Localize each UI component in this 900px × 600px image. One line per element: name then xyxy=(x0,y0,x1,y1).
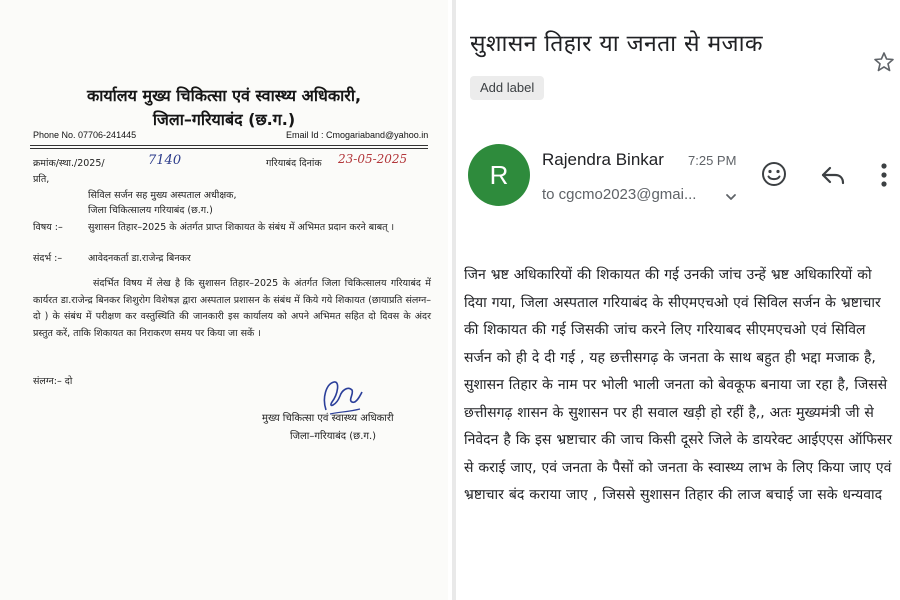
email-view xyxy=(456,0,900,600)
letter-subject-label: विषय :– xyxy=(33,222,63,233)
letter-to-label: प्रति, xyxy=(33,174,50,185)
letter-ref-label: क्रमांक/स्था./2025/ xyxy=(33,158,105,169)
recipient-line[interactable]: to cgcmo2023@gmai... xyxy=(542,186,697,203)
avatar[interactable]: R xyxy=(468,144,530,206)
letter-subject: सुशासन तिहार–2025 के अंतर्गत प्राप्त शिकायत के संबंध में अभिमत प्रदान करने बाबत् । xyxy=(88,222,395,233)
chevron-down-icon[interactable] xyxy=(724,190,738,204)
letter-rule xyxy=(30,148,428,149)
letter-reference: आवेदनकर्ता डा.राजेन्द्र बिनकर xyxy=(88,253,191,264)
letter-sign-place: जिला–गरियाबंद (छ.ग.) xyxy=(290,431,377,442)
letter-enclosure: संलग्न:– दो xyxy=(33,376,73,387)
letter-phone: Phone No. 07706-241445 xyxy=(33,130,137,140)
sender-name[interactable]: Rajendra Binkar xyxy=(542,150,664,169)
letter-sign-title: मुख्य चिकित्सा एवं स्वास्थ्य अधिकारी xyxy=(262,413,394,424)
letter-ref-number: 7140 xyxy=(148,153,182,168)
add-label-button[interactable]: Add label xyxy=(470,76,544,100)
email-subject: सुशासन तिहार या जनता से मजाक xyxy=(470,31,763,57)
letter-office-title: कार्यालय मुख्य चिकित्सा एवं स्वास्थ्य अधिकारी, xyxy=(86,86,362,105)
star-icon[interactable] xyxy=(872,50,896,74)
reply-icon[interactable] xyxy=(820,164,846,186)
letter-recipient-line1: सिविल सर्जन सह मुख्य अस्पताल अधीक्षक, xyxy=(88,190,237,201)
letter-recipient-line2: जिला चिकित्सालय गरियाबंद (छ.ग.) xyxy=(88,205,213,216)
email-body: जिन भ्रष्ट अधिकारियों की शिकायत की गई उनकी जांच उन्हें भ्रष्ट अधिकारियों को दिया गया, जिला अस्पताल गरियाबंद के सीएमएचओ एवं सिविल सर्जन के भ्रष्टाचार की शिकायत की गई जिसकी जांच करने लिए गरियाबद सीएमएचओ एवं सिविल सर्जन को ही दे दी गई , यह छत्तीसगढ़ के जनता के साथ बहुत ही भद्दा मजाक है, सुशासन तिहार के नाम पर भोली भाली जनता को बेवकूफ बनाया जा रहा है, जिससे छत्तीसगढ़ शासन के सुशासन पर ही सवाल खड़ी हो रहीं है,, अतः मुख्यमंत्री जी से निवेदन है कि इस भ्रष्टाचार की जाच किसी दूसरे जिले के डायरेक्ट आईएएस ऑफिसर से कराई जाए, एवं जनता के पैसों को जनता के स्वास्थ्य लाभ के लिए किया जाए एवं भ्रष्टाचार बंद कराया जाए , जिससे सुशासन तिहार की लाज बचाई जा सके धन्यवाद xyxy=(464,267,893,503)
letter-email: Email Id : Cmogariaband@yahoo.in xyxy=(286,130,429,140)
letter-date-label: गरियाबंद दिनांक xyxy=(266,158,322,169)
letter-body: संदर्भित विषय में लेख है कि सुशासन तिहार–2025 के अंतर्गत जिला चिकित्सालय गरियाबंद में कार्यरत डा.राजेन्द्र बिनकर शिशुरोग विशेषज्ञ द्वारा अस्पताल प्रशासन के संबंध में किये गये शिकायत (छायाप्रति संलग्न–दो ) के संबंध में परीक्षण कर वस्तुस्थिति की जानकारी इस कार्यालय को अपने अभिमत सहित दो दिवस के अंदर प्रस्तुत करें, ताकि शिकायत का निराकरण समय पर किया जा सकें । xyxy=(33,278,431,339)
more-vert-icon[interactable] xyxy=(880,162,888,188)
office-letter xyxy=(0,0,448,600)
emoji-icon[interactable] xyxy=(760,160,788,188)
letter-office-district: जिला–गरियाबंद (छ.ग.) xyxy=(152,110,296,129)
email-time: 7:25 PM xyxy=(688,153,737,168)
letter-reference-label: संदर्भ :– xyxy=(33,253,63,264)
letter-rule xyxy=(30,145,428,146)
letter-date: 23-05-2025 xyxy=(338,152,408,166)
